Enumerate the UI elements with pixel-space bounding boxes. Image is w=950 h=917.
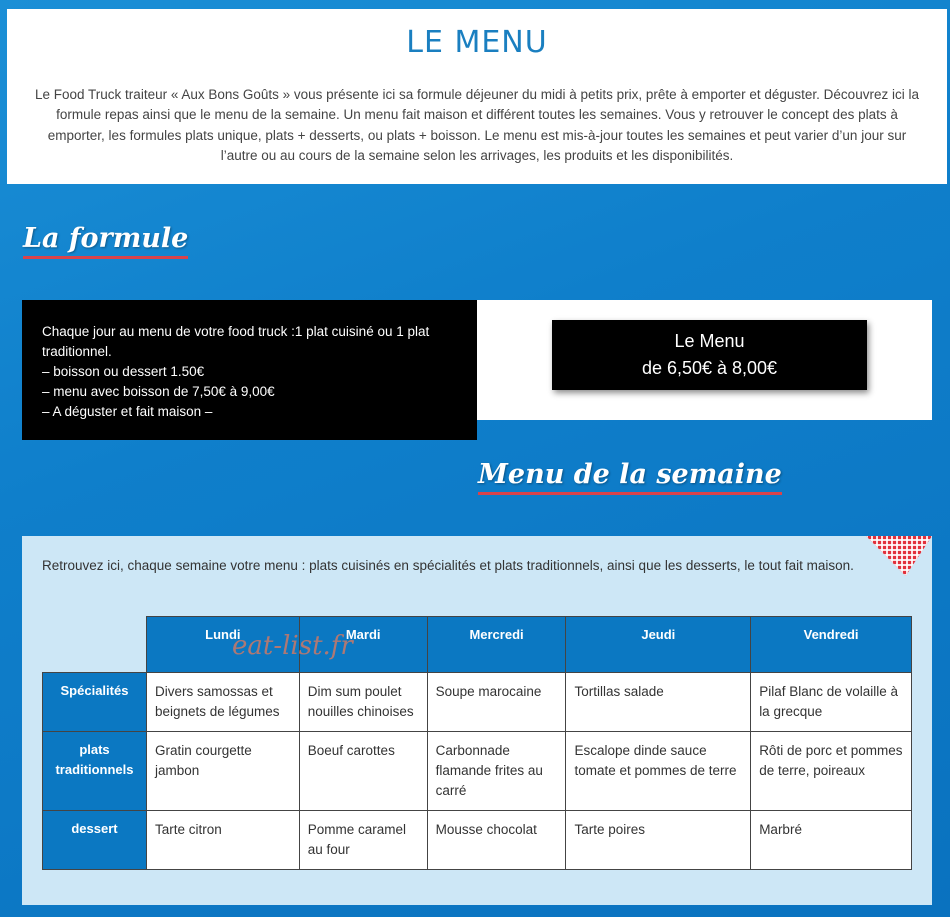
menu-cell: Boeuf carottes [299,732,427,811]
formule-heading: La formule [23,223,188,259]
menu-cell: Carbonnade flamande frites au carré [427,732,566,811]
week-intro-text: Retrouvez ici, chaque semaine votre menu : plats cuisinés en spécialités et plats traditionnels, ainsi que les desserts, le tout fait maison. [42,558,854,573]
menu-cell: Pilaf Blanc de volaille à la grecque [751,673,912,732]
menu-cell: Rôti de porc et pommes de terre, poireaux [751,732,912,811]
menu-cell: Gratin courgette jambon [146,732,299,811]
watermark-text: eat-list.fr [232,631,353,661]
price-box [552,320,867,390]
row-header: plats traditionnels [43,732,147,811]
table-row [43,673,912,732]
row-header: dessert [43,811,147,870]
menu-cell: Marbré [751,811,912,870]
formule-line: – boisson ou dessert 1.50€ [42,364,205,379]
formule-line: Chaque jour au menu de votre food truck :1 plat cuisiné ou 1 plat traditionnel. [42,324,430,359]
formule-line: – A déguster et fait maison – [42,404,213,419]
menu-cell: Escalope dinde sauce tomate et pommes de terre [566,732,751,811]
menu-cell: Divers samossas et beignets de légumes [146,673,299,732]
formule-line: – menu avec boisson de 7,50€ à 9,00€ [42,384,275,399]
row-header: Spécialités [43,673,147,732]
gingham-corner-decoration [866,536,932,576]
menu-cell: Tarte citron [146,811,299,870]
table-corner-cell [43,617,147,673]
price-panel [477,300,932,420]
table-row [43,732,912,811]
menu-cell: Pomme caramel au four [299,811,427,870]
intro-text: Le Food Truck traiteur « Aux Bons Goûts » vous présente ici sa formule déjeuner du midi à petits prix, prête à emporter et déguster. Découvrez ici la formule repas ainsi que le menu de la semaine. Un menu fait maison et différent toutes les semaines. Vous y retrouver le concept des plats à emporter, les formules plats unique, plats + desserts, ou plats + boisson. Le menu est mis-à-jour toutes les semaines et peut varier d’un jour sur l’autre ou au cours de la semaine selon les arrivages, les produits et les disponibilités. [35,87,919,163]
menu-cell: Mousse chocolat [427,811,566,870]
price-range: de 6,50€ à 8,00€ [641,358,778,378]
table-row [43,811,912,870]
price-title: Le Menu [674,331,745,351]
menu-cell: Dim sum poulet nouilles chinoises [299,673,427,732]
semaine-heading: Menu de la semaine [478,459,782,495]
menu-cell: Soupe marocaine [427,673,566,732]
intro-section [7,9,947,184]
day-header: Lundi [146,617,299,673]
day-header: Vendredi [751,617,912,673]
day-header: Mercredi [427,617,566,673]
page-title: LE MENU [406,25,548,60]
day-header: Jeudi [566,617,751,673]
table-header-row [43,617,912,673]
menu-cell: Tarte poires [566,811,751,870]
day-header: Mardi [299,617,427,673]
menu-cell: Tortillas salade [566,673,751,732]
week-menu-panel [22,536,932,905]
week-menu-table [42,616,912,870]
formule-box [22,300,477,440]
